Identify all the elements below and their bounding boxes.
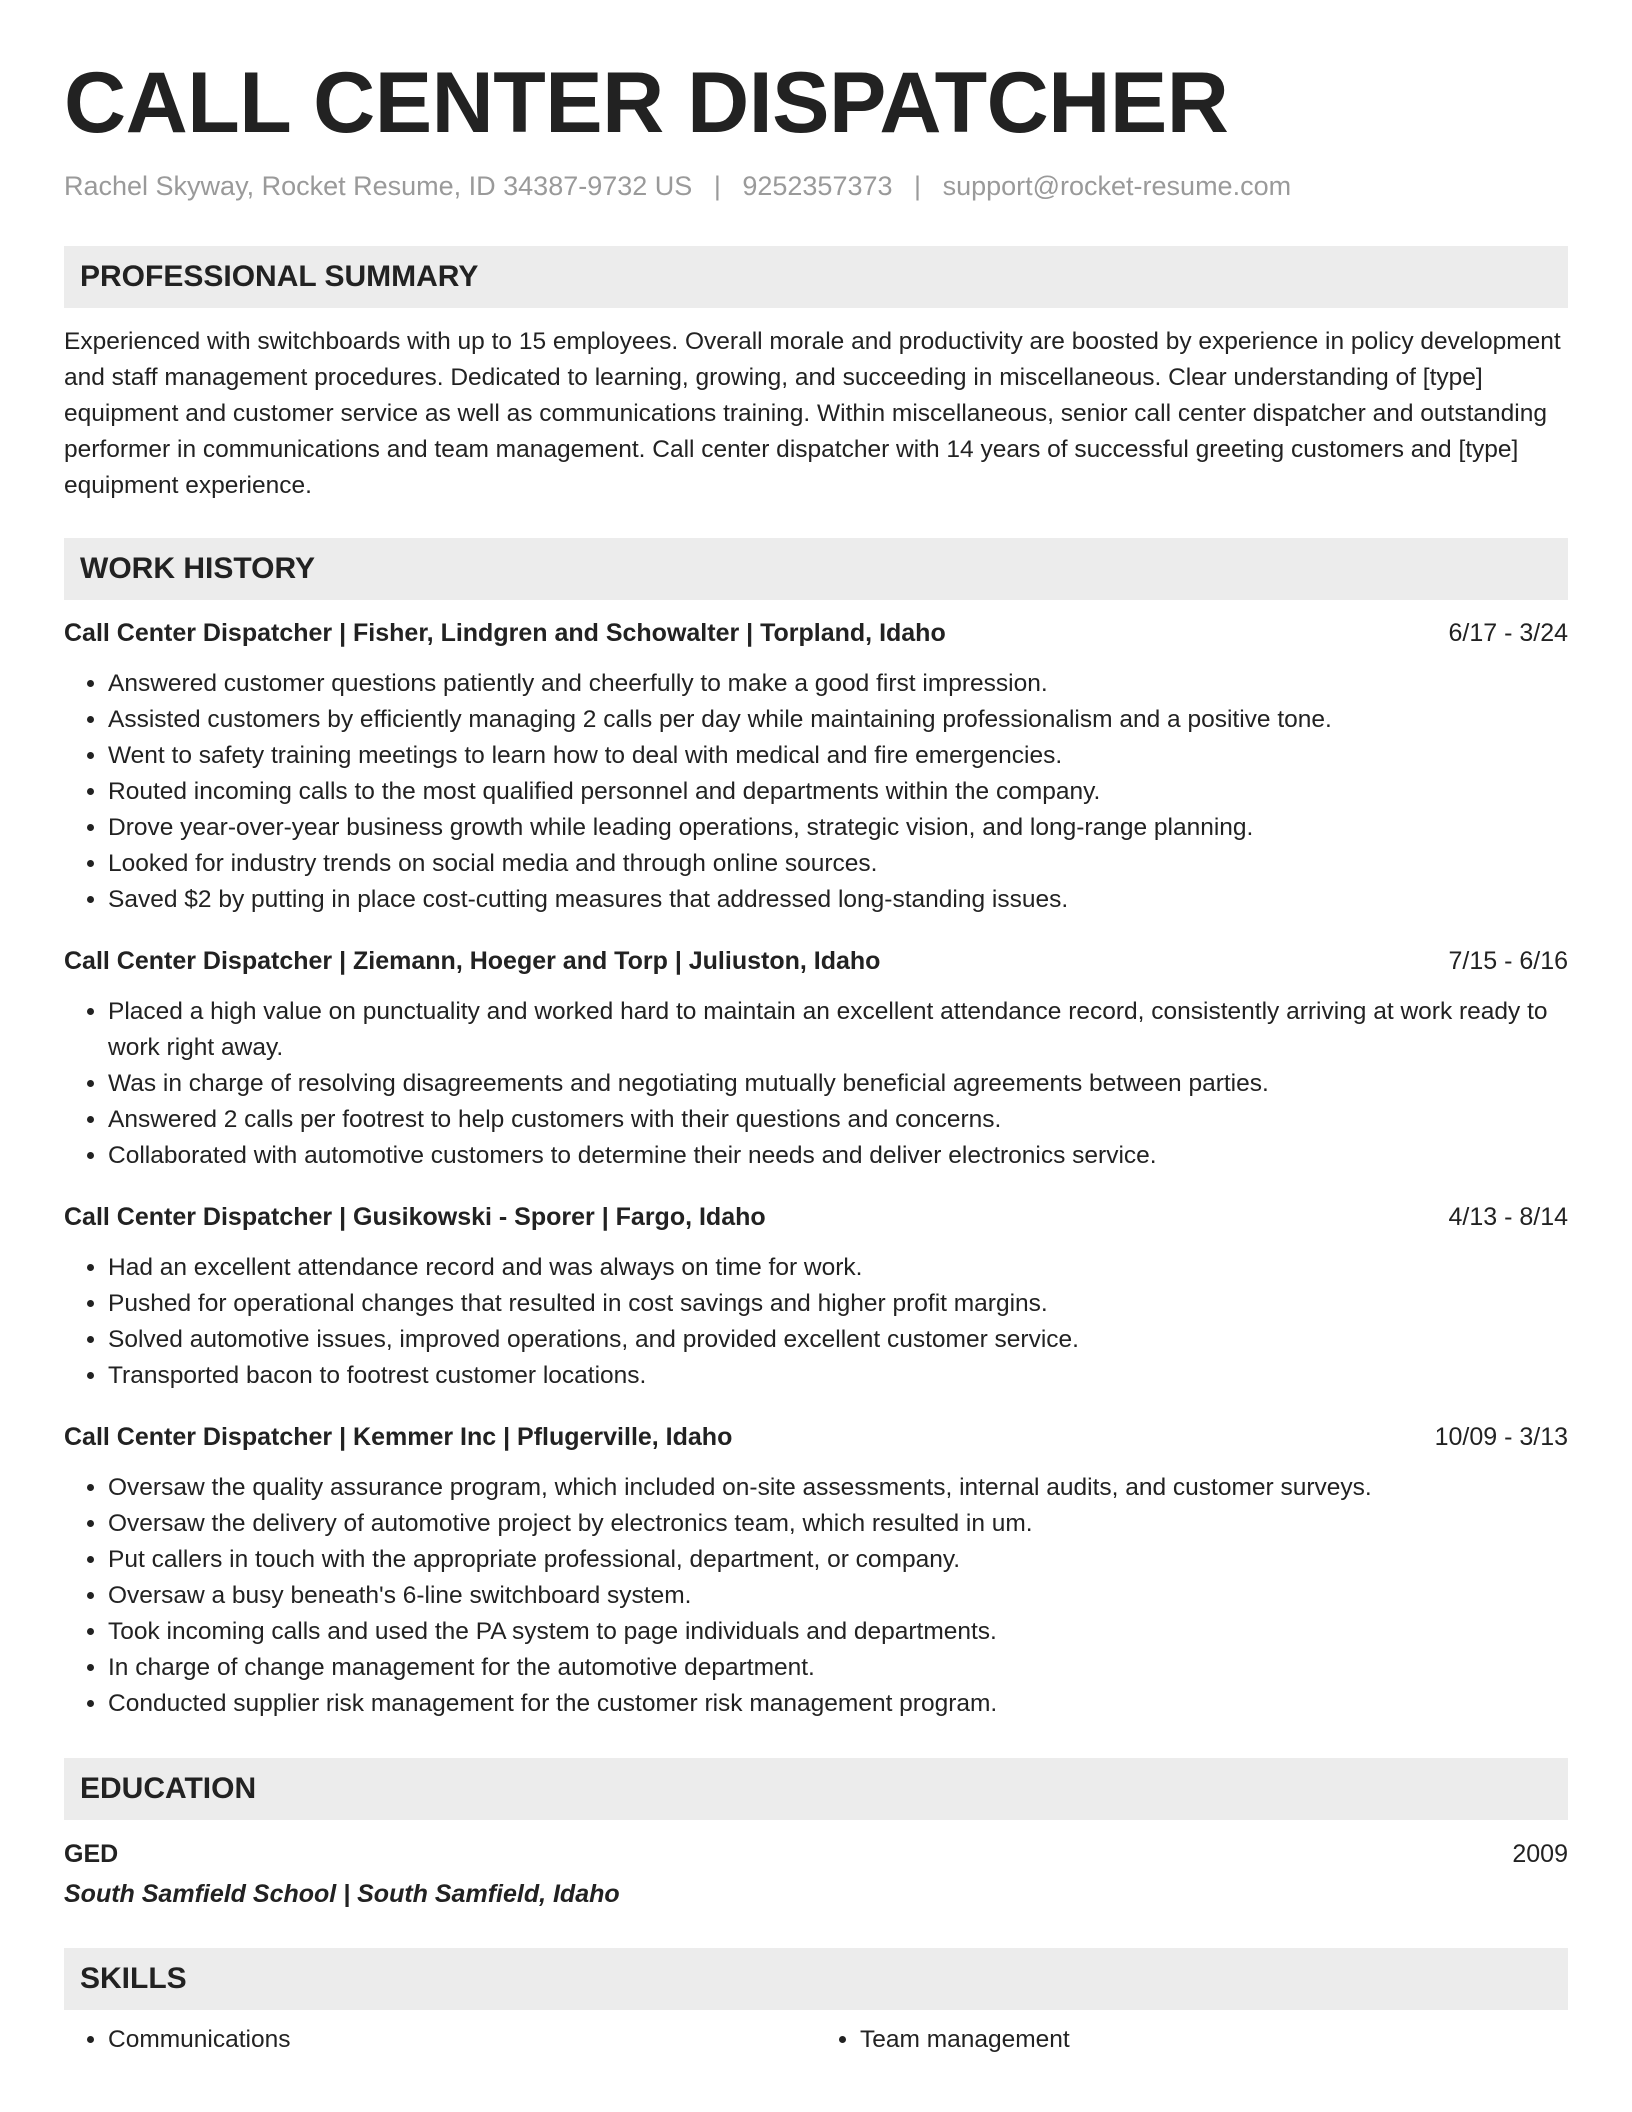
skills-column-left (64, 2022, 816, 2058)
job-bullet: • Transported bacon to footrest customer locations. (108, 1358, 1568, 1394)
job-bullet: • Went to safety training meetings to learn how to deal with medical and fire emergencies. (108, 738, 1568, 774)
job-bullet: • Answered 2 calls per footrest to help customers with their questions and concerns. (108, 1102, 1568, 1138)
job-header (64, 944, 1568, 978)
job-bullets (64, 666, 1568, 918)
job-dates: 6/17 - 3/24 (1448, 619, 1568, 648)
job-bullet: • Oversaw a busy beneath's 6-line switchboard system. (108, 1578, 1568, 1614)
job-title: Call Center Dispatcher | Kemmer Inc | Pflugerville, Idaho (64, 1423, 733, 1452)
job-bullets (64, 1250, 1568, 1394)
job-bullet: • Put callers in touch with the appropriate professional, department, or company. (108, 1542, 1568, 1578)
resume-title: CALL CENTER DISPATCHER (64, 55, 1229, 151)
job-bullet: • Assisted customers by efficiently managing 2 calls per day while maintaining professionalism and a positive tone. (108, 702, 1568, 738)
job-bullet: • Had an excellent attendance record and was always on time for work. (108, 1250, 1568, 1286)
job-entry (64, 616, 1568, 918)
skills-list (64, 2022, 1568, 2058)
education-degree: GED (64, 1840, 119, 1869)
contact-line (64, 169, 1568, 204)
job-entry (64, 1200, 1568, 1394)
job-bullet: • Routed incoming calls to the most qualified personnel and departments within the company. (108, 774, 1568, 810)
contact-phone: 9252357373 (742, 171, 893, 202)
job-title: Call Center Dispatcher | Ziemann, Hoeger and Torp | Juliuston, Idaho (64, 947, 881, 976)
skills-column-right (816, 2022, 1568, 2058)
contact-separator: | (713, 171, 721, 202)
job-bullet: • Placed a high value on punctuality and worked hard to maintain an excellent attendance record, consistently arriving at work ready to work right away. (108, 994, 1568, 1066)
job-bullet: • Oversaw the quality assurance program, which included on-site assessments, internal audits, and customer surveys. (108, 1470, 1568, 1506)
job-bullet: • Looked for industry trends on social media and through online sources. (108, 846, 1568, 882)
summary-heading: PROFESSIONAL SUMMARY (64, 246, 1568, 308)
work-history-list (64, 616, 1568, 1722)
job-title: Call Center Dispatcher | Gusikowski - Sporer | Fargo, Idaho (64, 1203, 766, 1232)
job-bullet: • Saved $2 by putting in place cost-cutting measures that addressed long-standing issues. (108, 882, 1568, 918)
job-bullet: • Took incoming calls and used the PA system to page individuals and departments. (108, 1614, 1568, 1650)
skill-item: • Communications (108, 2022, 816, 2058)
job-bullet: • Was in charge of resolving disagreements and negotiating mutually beneficial agreements between parties. (108, 1066, 1568, 1102)
job-bullet: • Pushed for operational changes that resulted in cost savings and higher profit margins. (108, 1286, 1568, 1322)
education-school: South Samfield School | South Samfield, Idaho (64, 1880, 620, 1909)
job-header (64, 616, 1568, 650)
job-dates: 10/09 - 3/13 (1434, 1423, 1568, 1452)
skills-heading: SKILLS (64, 1948, 1568, 2010)
job-entry (64, 1420, 1568, 1722)
contact-address: Rachel Skyway, Rocket Resume, ID 34387-9732 US (64, 171, 693, 202)
work-history-heading: WORK HISTORY (64, 538, 1568, 600)
job-bullet: • Conducted supplier risk management for the customer risk management program. (108, 1686, 1568, 1722)
job-bullet: • Collaborated with automotive customers to determine their needs and deliver electronics service. (108, 1138, 1568, 1174)
job-header (64, 1420, 1568, 1454)
contact-separator: | (914, 171, 922, 202)
summary-text: Experienced with switchboards with up to 15 employees. Overall morale and productivity are boosted by experience in policy development and staff management procedures. Dedicated to learning, growing, and succeeding in miscellaneous. Clear understanding of [type] equipment and customer service as well as communications training. Within miscellaneous, senior call center dispatcher and outstanding performer in communications and team management. Call center dispatcher with 14 years of successful greeting customers and [type] equipment experience. (64, 328, 1561, 500)
education-row (64, 1836, 1568, 1872)
job-entry (64, 944, 1568, 1174)
job-header (64, 1200, 1568, 1234)
skill-item: • Team management (860, 2022, 1568, 2058)
job-bullets (64, 994, 1568, 1174)
job-bullet: • Solved automotive issues, improved operations, and provided excellent customer service. (108, 1322, 1568, 1358)
job-bullet: • Answered customer questions patiently and cheerfully to make a good first impression. (108, 666, 1568, 702)
job-dates: 4/13 - 8/14 (1448, 1203, 1568, 1232)
job-bullet: • Drove year-over-year business growth while leading operations, strategic vision, and long-range planning. (108, 810, 1568, 846)
education-heading: EDUCATION (64, 1758, 1568, 1820)
job-bullet: • Oversaw the delivery of automotive project by electronics team, which resulted in um. (108, 1506, 1568, 1542)
job-bullets (64, 1470, 1568, 1722)
job-dates: 7/15 - 6/16 (1448, 947, 1568, 976)
education-year: 2009 (1512, 1840, 1568, 1869)
job-title: Call Center Dispatcher | Fisher, Lindgren and Schowalter | Torpland, Idaho (64, 619, 946, 648)
job-bullet: • In charge of change management for the automotive department. (108, 1650, 1568, 1686)
contact-email[interactable]: support@rocket-resume.com (942, 171, 1292, 202)
